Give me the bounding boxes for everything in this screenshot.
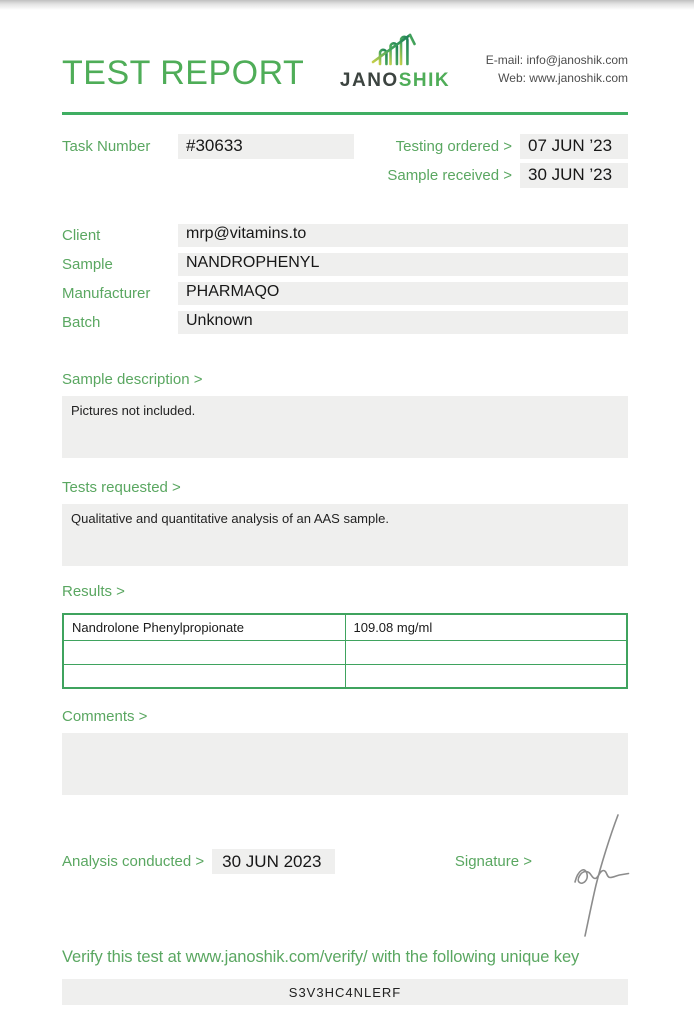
report-content: [62, 0, 628, 1005]
results-heading: Results >: [62, 583, 125, 600]
task-row: [62, 134, 628, 188]
web-line: [486, 69, 628, 88]
email-value: info@janoshik.com: [526, 52, 628, 67]
comments-section: [62, 708, 628, 795]
email-label: E-mail:: [485, 52, 524, 67]
bar-chart-logo-icon: [368, 29, 422, 69]
web-label: Web:: [498, 71, 526, 86]
results-table: [62, 613, 628, 689]
sample-label: Sample: [62, 256, 113, 273]
testing-ordered-label: Testing ordered >: [395, 138, 512, 155]
results-row: [63, 614, 627, 640]
results-section: [62, 583, 628, 689]
batch-value: Unknown: [178, 311, 628, 334]
sample-description-box: Pictures not included.: [62, 396, 628, 458]
manufacturer-value: PHARMAQO: [178, 282, 628, 305]
results-row: [63, 640, 627, 664]
sample-received-label: Sample received >: [387, 167, 512, 184]
batch-label: Batch: [62, 314, 101, 331]
sample-value: NANDROPHENYL: [178, 253, 628, 276]
result-value: [345, 664, 627, 688]
comments-box: [62, 733, 628, 795]
testing-ordered-row: [380, 134, 628, 159]
sample-description-section: [62, 371, 628, 458]
page-title: TEST REPORT: [62, 54, 305, 92]
brand-text-jano: JANO: [339, 70, 399, 91]
result-analyte: [63, 664, 345, 688]
result-value: [345, 640, 627, 664]
analysis-conducted-label: Analysis conducted >: [62, 852, 205, 870]
tests-requested-box: Qualitative and quantitative analysis of an AAS sample.: [62, 504, 628, 566]
signature-label: Signature >: [454, 852, 532, 870]
dates-group: [380, 134, 628, 188]
report-header: [62, 0, 628, 100]
task-number-group: [62, 134, 354, 159]
unique-key-value: S3V3HC4NLERF: [62, 979, 628, 1005]
contact-info: [486, 51, 628, 100]
janoshik-logo: [304, 29, 485, 100]
tests-requested-section: [62, 479, 628, 566]
web-value: www.janoshik.com: [529, 71, 628, 86]
result-value: 109.08 mg/ml: [345, 614, 627, 640]
brand-text-shik: SHIK: [398, 70, 451, 91]
detail-row-sample: [62, 253, 628, 276]
task-number-value: #30633: [178, 134, 354, 159]
testing-ordered-value: 07 JUN ’23: [520, 134, 628, 159]
result-analyte: [63, 640, 345, 664]
client-value: mrp@vitamins.to: [178, 224, 628, 247]
result-analyte: Nandrolone Phenylpropionate: [63, 614, 345, 640]
header-divider: [62, 112, 628, 115]
results-row: [63, 664, 627, 688]
sample-description-heading: Sample description >: [62, 371, 203, 388]
analysis-signature-row: [62, 848, 628, 874]
brand-wordmark: [340, 70, 450, 92]
detail-row-client: [62, 224, 628, 247]
sample-received-row: [380, 163, 628, 188]
sample-received-value: 30 JUN ’23: [520, 163, 628, 188]
detail-row-manufacturer: [62, 282, 628, 305]
email-line: [486, 51, 628, 70]
sample-details: [62, 224, 628, 334]
analysis-date-value: 30 JUN 2023: [212, 849, 335, 874]
verify-instruction: Verify this test at www.janoshik.com/verify/ with the following unique key: [62, 948, 580, 966]
client-label: Client: [62, 227, 101, 244]
task-number-label: Task Number: [62, 138, 151, 155]
tests-requested-heading: Tests requested >: [62, 479, 181, 496]
manufacturer-label: Manufacturer: [62, 285, 151, 302]
signature-scribble: [552, 810, 644, 940]
detail-row-batch: [62, 311, 628, 334]
comments-heading: Comments >: [62, 708, 148, 725]
